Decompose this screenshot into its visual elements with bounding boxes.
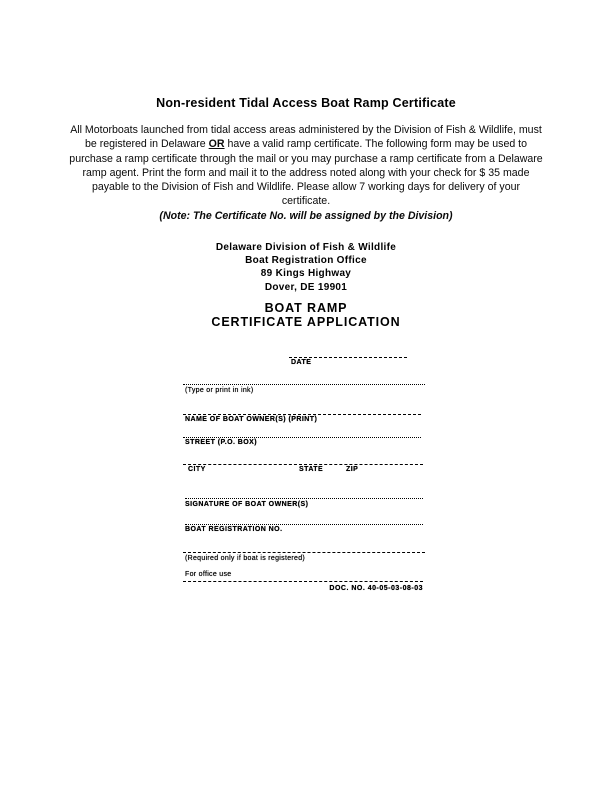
address-line-street: 89 Kings Highway — [260, 268, 352, 280]
date-field-label: DATE — [291, 359, 312, 366]
city-state-zip-field-line — [183, 457, 423, 465]
date-field-line — [289, 350, 407, 358]
type-note-field-line — [183, 377, 425, 385]
intro-or-emphasis: OR — [208, 138, 225, 151]
application-heading — [0, 302, 612, 330]
signature-field-line — [185, 491, 423, 499]
street-field-label: STREET (P.O. BOX) — [185, 439, 258, 446]
signature-field-label: SIGNATURE OF BOAT OWNER(S) — [185, 501, 309, 508]
address-line-agency: Delaware Division of Fish & Wildlife — [215, 242, 397, 253]
address-line-office: Boat Registration Office — [245, 255, 367, 267]
intro-text-after-or: have a valid ramp certificate. The following form may be used to purchase a ramp certificate through the mail or you may purchase a ramp certificate from a Delaware ramp agent. Print the form and mail it to the address noted along with your check for $ 35 made payable to the Division of Fish and Wildlife. Please allow 7 working days for delivery of your certificate. — [69, 138, 543, 208]
name-field-label: NAME OF BOAT OWNER(S) (PRINT) — [185, 416, 318, 423]
street-field-line — [183, 430, 421, 438]
office-use-label: For office use — [185, 571, 232, 578]
application-heading-line2: CERTIFICATE APPLICATION — [211, 315, 401, 329]
registration-note-label: (Required only if boat is registered) — [185, 555, 306, 562]
document-number: DOC. NO. 40-05-03-08-03 — [329, 585, 423, 592]
registration-field-line — [185, 517, 423, 525]
application-heading-line1: BOAT RAMP — [264, 301, 348, 315]
registration-field-label: BOAT REGISTRATION NO. — [185, 526, 283, 533]
zip-field-label: ZIP — [346, 466, 359, 473]
city-field-label: CITY — [188, 466, 206, 473]
type-note-label: (Type or print in ink) — [185, 387, 254, 394]
registration-note-field-line — [183, 545, 425, 553]
address-line-city: Dover, DE 19901 — [264, 281, 348, 293]
office-use-field-line — [183, 574, 423, 582]
intro-text-before-or: All Motorboats launched from tidal access areas administered by the Division of Fish & Wildlife, must be registered in Delaware — [70, 124, 542, 151]
certificate-note: (Note: The Certificate No. will be assigned by the Division) — [159, 209, 453, 222]
mailing-address-block — [0, 243, 612, 296]
state-field-label: STATE — [299, 466, 324, 473]
name-field-line — [183, 407, 421, 415]
page-title: Non-resident Tidal Access Boat Ramp Certificate — [156, 96, 456, 110]
